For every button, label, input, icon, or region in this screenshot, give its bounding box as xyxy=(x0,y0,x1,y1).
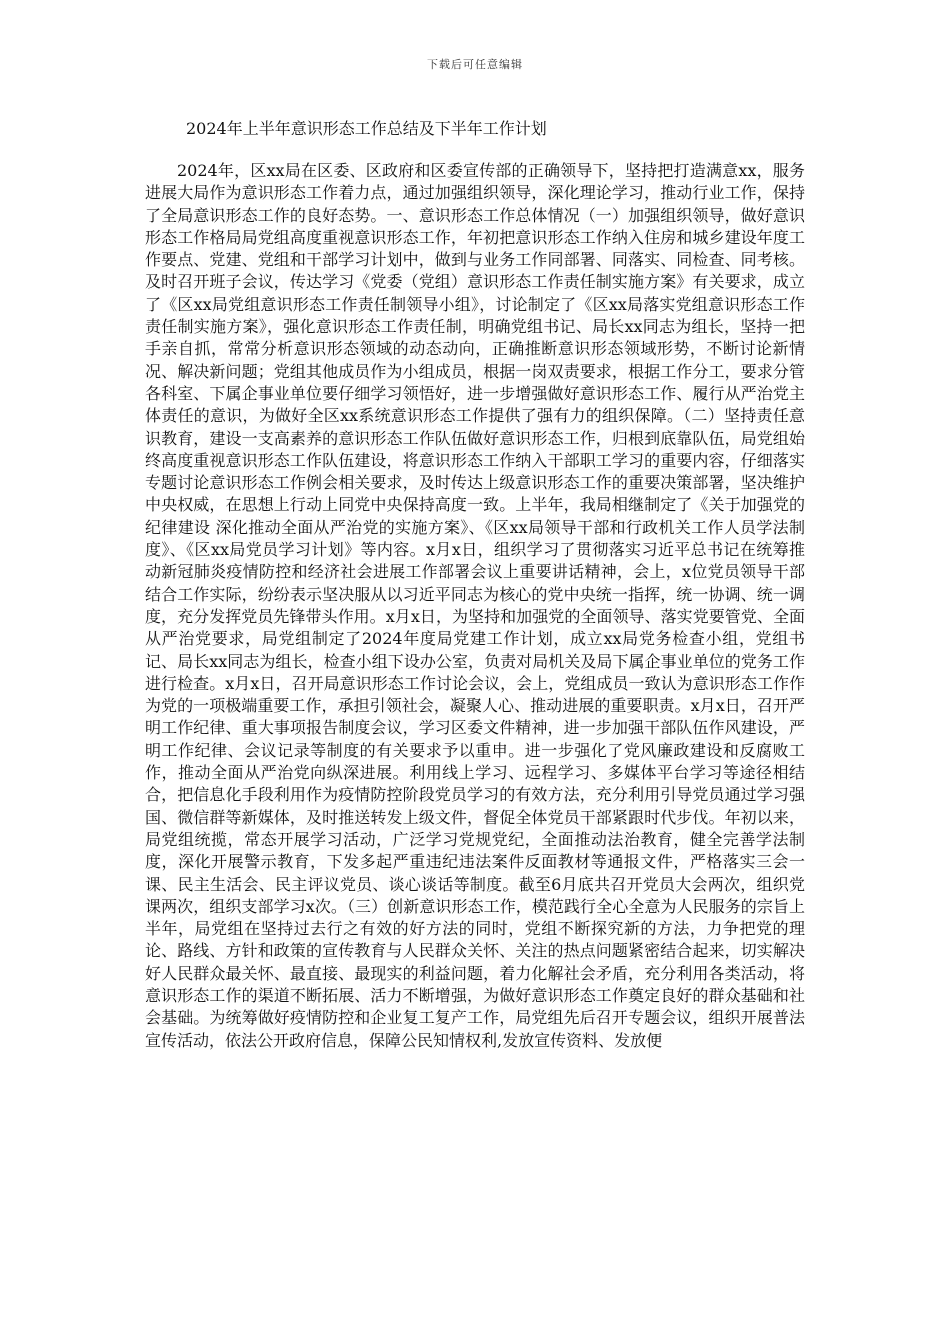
body-paragraph: 2024年，区xx局在区委、区政府和区委宣传部的正确领导下，坚持把打造满意xx，服务进展大局作为意识形态工作着力点，通过加强组织领导，深化理论学习，推动行业工作，保持了全局意识形态工作的良好态势。一、意识形态工作总体情况（一）加强组织领导，做好意识形态工作格局局党组高度重视意识形态工作，年初把意识形态工作纳入住房和城乡建设年度工作要点、党建、党组和干部学习计划中，做到与业务工作同部署、同落实、同检查、同考核。及时召开班子会议，传达学习《党委（党组）意识形态工作责任制实施方案》有关要求，成立了《区xx局党组意识形态工作责任制领导小组》，讨论制定了《区xx局落实党组意识形态工作责任制实施方案》，强化意识形态工作责任制，明确党组书记、局长xx同志为组长，坚持一把手亲自抓，常常分析意识形态领域的动态动向，正确推断意识形态领域形势，不断讨论新情况、解决新问题；党组其他成员作为小组成员，根据一岗双责要求，根据工作分工，要求分管各科室、下属企事业单位要仔细学习领悟好，进一步增强做好意识形态工作、履行从严治党主体责任的意识，为做好全区xx系统意识形态工作提供了强有力的组织保障。（二）坚持责任意识教育，建设一支高素养的意识形态工作队伍做好意识形态工作，归根到底靠队伍，局党组始终高度重视意识形态工作队伍建设，将意识形态工作纳入干部职工学习的重要内容，仔细落实专题讨论意识形态工作例会相关要求，及时传达上级意识形态工作的重要决策部署，坚决维护中央权威，在思想上行动上同党中央保持高度一致。上半年，我局相继制定了《关于加强党的纪律建设 深化推动全面从严治党的实施方案》、《区xx局领导干部和行政机关工作人员学法制度》、《区xx局党员学习计划》等内容。x月x日，组织学习了贯彻落实习近平总书记在统筹推动新冠肺炎疫情防控和经济社会进展工作部署会议上重要讲话精神，会上，x位党员领导干部结合工作实际，纷纷表示坚决服从以习近平同志为核心的党中央统一指挥，统一协调、统一调度，充分发挥党员先锋带头作用。x月x日，为坚持和加强党的全面领导、落实党要管党、全面从严治党要求，局党组制定了2024年度局党建工作计划，成立xx局党务检查小组，党组书记、局长xx同志为组长，检查小组下设办公室，负责对局机关及局下属企事业单位的党务工作进行检查。x月x日，召开局意识形态工作讨论会议，会上，党组成员一致认为意识形态工作作为党的一项极端重要工作，承担引领社会，凝聚人心、推动进展的重要职责。x月x日，召开严明工作纪律、重大事项报告制度会议，学习区委文件精神，进一步加强干部队伍作风建设，严明工作纪律、会议记录等制度的有关要求予以重申。进一步强化了党风廉政建设和反腐败工作，推动全面从严治党向纵深进展。利用线上学习、远程学习、多媒体平台学习等途径相结合，把信息化手段利用作为疫情防控阶段党员学习的有效方法，充分利用引导党员通过学习强国、微信群等新媒体，及时推送转发上级文件，督促全体党员干部紧跟时代步伐。年初以来，局党组统揽，常态开展学习活动，广泛学习党规党纪，全面推动法治教育，健全完善学法制度，深化开展警示教育，下发多起严重违纪违法案件反面教材等通报文件，严格落实三会一课、民主生活会、民主评议党员、谈心谈话等制度。截至6月底共召开党员大会两次，组织党课两次，组织支部学习x次。（三）创新意识形态工作，模范践行全心全意为人民服务的宗旨上半年，局党组在坚持过去行之有效的好方法的同时，党组不断探究新的方法，力争把党的理论、路线、方针和政策的宣传教育与人民群众关怀、关注的热点问题紧密结合起来，切实解决好人民群众最关怀、最直接、最现实的利益问题，着力化解社会矛盾，充分利用各类活动，将意识形态工作的渠道不断拓展、活力不断增强，为做好意识形态工作奠定良好的群众基础和社会基础。为统筹做好疫情防控和企业复工复产工作，局党组先后召开专题会议，组织开展普法宣传活动，依法公开政府信息，保障公民知情权利,发放宣传资料、发放便 xyxy=(145,161,805,1050)
page-header-note: 下载后可任意编辑 xyxy=(427,58,523,71)
document-title: 2024年上半年意识形态工作总结及下半年工作计划 xyxy=(186,119,547,138)
document-body xyxy=(145,160,805,1052)
